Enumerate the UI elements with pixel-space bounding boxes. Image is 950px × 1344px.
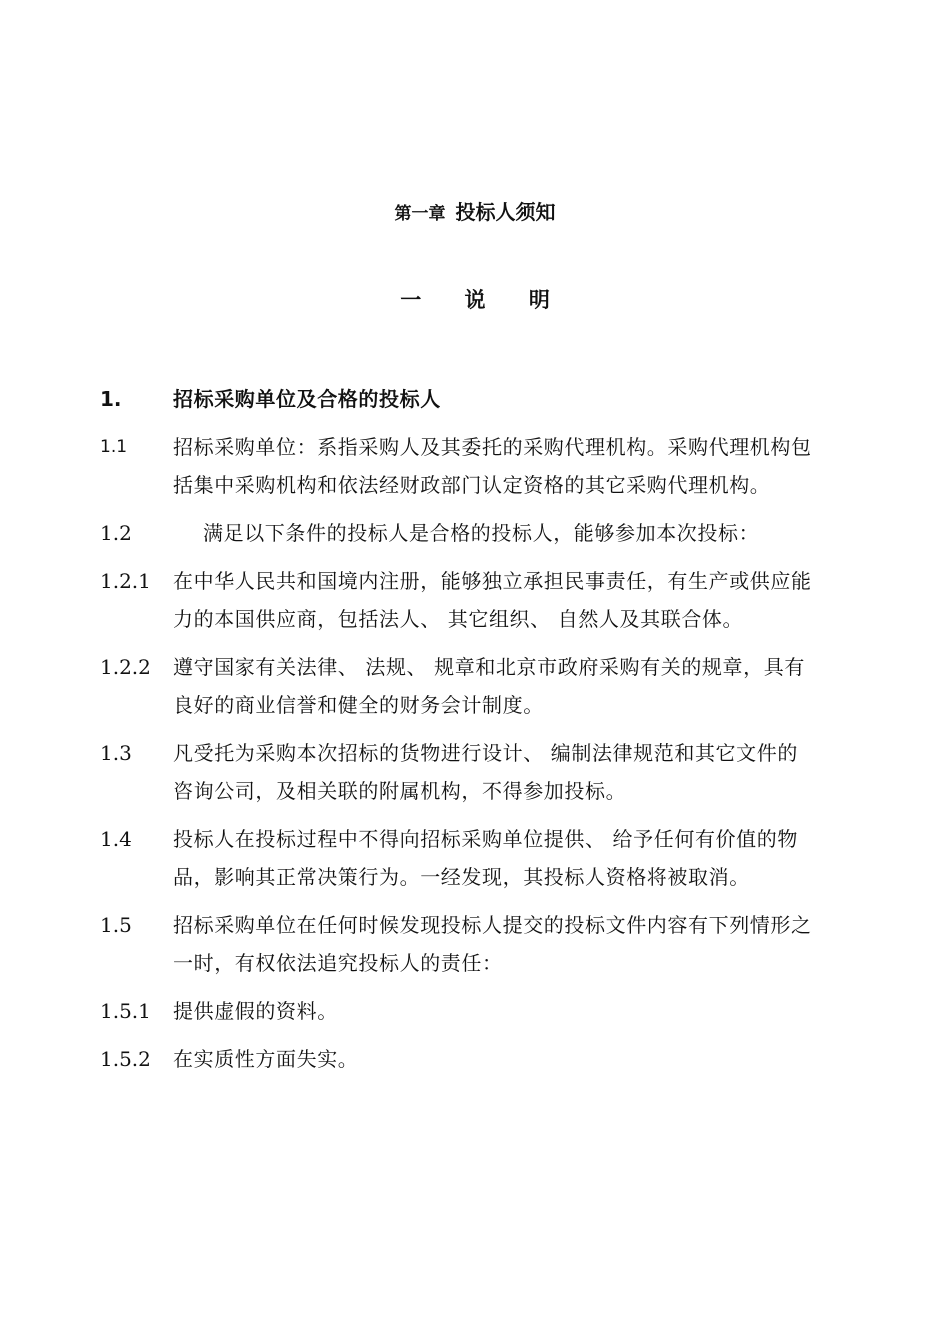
section-title [0, 284, 950, 314]
clause-number: 1.5.1 [100, 999, 151, 1023]
clause-text: 提供虚假的资料。 [173, 999, 338, 1023]
clause-heading [100, 380, 820, 418]
clause-text: 招标采购单位及合格的投标人 [173, 387, 441, 411]
clause-list [100, 380, 820, 1088]
clause-text: 招标采购单位在任何时候发现投标人提交的投标文件内容有下列情形之一时，有权依法追究投标人的责任： [173, 913, 812, 975]
chapter-number: 第一章 [394, 204, 446, 224]
clause-text: 凡受托为采购本次招标的货物进行设计、 编制法律规范和其它文件的咨询公司，及相关联的附属机构，不得参加投标。 [173, 741, 798, 803]
clause-item [100, 1040, 820, 1078]
clause-text: 遵守国家有关法律、 法规、 规章和北京市政府采购有关的规章，具有良好的商业信誉和健全的财务会计制度。 [173, 655, 805, 717]
clause-text: 满足以下条件的投标人是合格的投标人，能够参加本次投标： [203, 521, 760, 545]
clause-number: 1.3 [100, 741, 132, 765]
clause-number: 1.5.2 [100, 1047, 151, 1071]
clause-text: 在实质性方面失实。 [173, 1047, 359, 1071]
clause-number: 1.1 [100, 437, 128, 457]
clause-item [100, 562, 820, 638]
chapter-name: 投标人须知 [455, 200, 556, 224]
clause-text: 投标人在投标过程中不得向招标采购单位提供、 给予任何有价值的物品，影响其正常决策行为。一经发现，其投标人资格将被取消。 [173, 827, 798, 889]
section-title-char: 说 [464, 288, 486, 312]
clause-item [100, 734, 820, 810]
section-title-char: 明 [528, 288, 550, 312]
clause-text: 在中华人民共和国境内注册，能够独立承担民事责任，有生产或供应能力的本国供应商，包括法人、 其它组织、 自然人及其联合体。 [173, 569, 812, 631]
section-numeral: 一 [400, 288, 422, 312]
clause-item [100, 820, 820, 896]
clause-item [100, 992, 820, 1030]
clause-number: 1.2 [100, 521, 132, 545]
clause-item [100, 428, 820, 504]
clause-number: 1. [100, 387, 122, 411]
clause-item [100, 648, 820, 724]
clause-item [100, 514, 820, 552]
clause-number: 1.4 [100, 827, 132, 851]
clause-item [100, 906, 820, 982]
clause-number: 1.2.2 [100, 655, 151, 679]
clause-number: 1.2.1 [100, 569, 151, 593]
clause-text: 招标采购单位：系指采购人及其委托的采购代理机构。采购代理机构包括集中采购机构和依法经财政部门认定资格的其它采购代理机构。 [173, 435, 812, 497]
chapter-title [0, 196, 950, 225]
clause-number: 1.5 [100, 913, 132, 937]
